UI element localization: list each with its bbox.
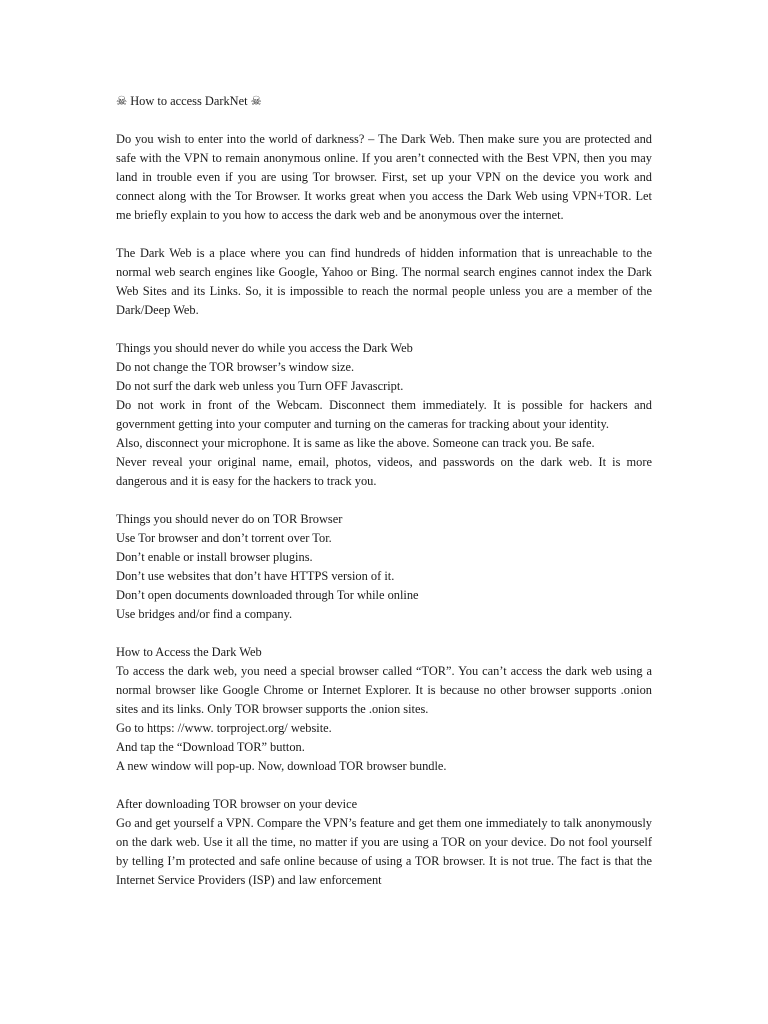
list-item: To access the dark web, you need a special browser called “TOR”. You can’t access the dark web using a normal browser like Google Chrome or Internet Explorer. It is because no other browser supports .onion sites and its links. Only TOR browser supports the .onion sites. (116, 664, 652, 716)
list-item: Do not work in front of the Webcam. Disconnect them immediately. It is possible for hackers and government getting into your computer and turning on the cameras for tracking about your identity. (116, 398, 652, 431)
list-item: Don’t open documents downloaded through Tor while online (116, 588, 419, 602)
list-item: Do not change the TOR browser’s window size. (116, 360, 355, 374)
section-heading: How to Access the Dark Web (116, 645, 262, 659)
document-page (116, 92, 652, 909)
list-item: Go to https: //www. torproject.org/ website. (116, 721, 332, 735)
list-item: Use Tor browser and don’t torrent over Tor. (116, 531, 332, 545)
about-paragraph: The Dark Web is a place where you can find hundreds of hidden information that is unreachable to the normal web search engines like Google, Yahoo or Bing. The normal search engines cannot index the Dark Web Sites and its Links. So, it is impossible to reach the normal people unless you are a member of the Dark/Deep Web. (116, 246, 652, 317)
list-item: Use bridges and/or find a company. (116, 607, 293, 621)
list-item: Also, disconnect your microphone. It is same as like the above. Someone can track you. Be safe. (116, 436, 595, 450)
how-to-section (116, 643, 652, 776)
list-item: And tap the “Download TOR” button. (116, 740, 305, 754)
list-item: Don’t enable or install browser plugins. (116, 550, 313, 564)
list-item: Never reveal your original name, email, photos, videos, and passwords on the dark web. It is more dangerous and it is easy for the hackers to track you. (116, 455, 652, 488)
never-tor-section (116, 510, 652, 624)
list-item: Do not surf the dark web unless you Turn OFF Javascript. (116, 379, 404, 393)
body-text: Go and get yourself a VPN. Compare the VPN’s feature and get them one immediately to talk anonymously on the dark web. Use it all the time, no matter if you are using a TOR on your device. Do not fool yourself by telling I’m protected and safe online because of using a TOR browser. It is not true. The fact is that the Internet Service Providers (ISP) and law enforcement (116, 816, 652, 887)
never-dark-web-section (116, 339, 652, 491)
list-item: Don’t use websites that don’t have HTTPS version of it. (116, 569, 395, 583)
section-heading: Things you should never do while you access the Dark Web (116, 341, 413, 355)
section-heading: After downloading TOR browser on your device (116, 797, 358, 811)
intro-paragraph: Do you wish to enter into the world of darkness? – The Dark Web. Then make sure you are protected and safe with the VPN to remain anonymous online. If you aren’t connected with the Best VPN, then you may land in trouble even if you are using Tor browser. First, set up your VPN on the device you work and connect along with the Tor Browser. It works great when you access the Dark Web using VPN+TOR. Let me briefly explain to you how to access the dark web and be anonymous over the internet. (116, 132, 652, 222)
section-heading: Things you should never do on TOR Browser (116, 512, 343, 526)
document-title: ☠ How to access DarkNet ☠ (116, 94, 262, 108)
list-item: A new window will pop-up. Now, download TOR browser bundle. (116, 759, 447, 773)
after-download-section (116, 795, 652, 890)
